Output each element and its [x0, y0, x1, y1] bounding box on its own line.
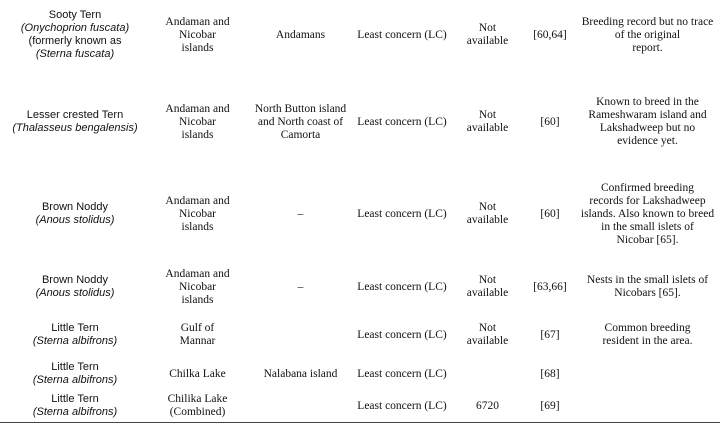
region-line: Andaman and [165, 194, 230, 207]
population-line: available [466, 35, 509, 47]
site-cell [248, 356, 353, 392]
common-name: Little Tern [51, 322, 99, 334]
reference-cell [525, 390, 575, 422]
population-cell [455, 390, 520, 422]
iucn-status: Least concern (LC) [357, 328, 447, 341]
table-row [0, 356, 720, 392]
population-cell [455, 2, 520, 68]
remarks-line: Known to breed in the [596, 96, 699, 108]
common-name: Little Tern [51, 361, 99, 373]
region-line: islands [181, 41, 214, 54]
status-cell [353, 88, 451, 156]
population-line: 6720 [476, 399, 499, 412]
remarks-line: islands. Also known to breed [580, 207, 715, 220]
region-line: Nicobar [178, 28, 217, 41]
remarks-line: resident in the area. [602, 335, 693, 347]
population-line: Not [478, 109, 497, 121]
population-line: available [466, 214, 509, 226]
population-line: available [466, 122, 509, 134]
site-line: – [297, 207, 304, 220]
region-line: islands [181, 293, 214, 306]
reference-cell [525, 88, 575, 156]
scientific-name: (Onychoprion fuscata) [20, 22, 130, 34]
population-cell [455, 318, 520, 352]
remarks-line: Common breeding [604, 322, 691, 334]
status-cell [353, 176, 451, 252]
table-row [0, 2, 720, 68]
remarks-cell [575, 88, 720, 156]
population-line: available [466, 335, 509, 347]
region-cell [150, 2, 245, 68]
species-cell [0, 262, 150, 312]
reference: [63,66] [533, 280, 567, 293]
table-row [0, 390, 720, 422]
scientific-name: (Sterna albifrons) [32, 374, 118, 386]
region-cell [150, 390, 245, 422]
table-row [0, 88, 720, 156]
remarks-line: Nicobar [65]. [616, 233, 679, 246]
population-cell [455, 88, 520, 156]
site-cell [248, 2, 353, 68]
reference-cell [525, 318, 575, 352]
iucn-status: Least concern (LC) [357, 28, 447, 41]
scientific-name: (Sterna albifrons) [32, 406, 118, 418]
site-line: – [297, 280, 304, 293]
species-cell [0, 2, 150, 68]
remarks-line: evidence yet. [617, 135, 678, 147]
remarks-line: Confirmed breeding [601, 181, 694, 194]
status-cell [353, 390, 451, 422]
region-line: Nicobar [178, 115, 217, 128]
table-bottom-rule [0, 422, 720, 423]
scientific-name: (Thalasseus bengalensis) [12, 122, 138, 134]
site-line: Camorta [280, 128, 321, 141]
population-line: Not [478, 22, 497, 34]
scientific-name: (Sterna albifrons) [32, 335, 118, 347]
status-cell [353, 356, 451, 392]
site-cell [248, 262, 353, 312]
iucn-status: Least concern (LC) [357, 367, 447, 380]
site-line: and North coast of [257, 115, 344, 128]
reference: [60,64] [533, 28, 567, 41]
reference-cell [525, 262, 575, 312]
status-cell [353, 262, 451, 312]
region-line: Chilka Lake [169, 367, 226, 380]
common-name: Lesser crested Tern [26, 109, 124, 121]
remarks-line: report. [632, 41, 663, 54]
remarks-line: Lakshadweep but no [599, 122, 696, 134]
region-line: Andaman and [165, 267, 230, 280]
species-cell [0, 176, 150, 252]
iucn-status: Least concern (LC) [357, 207, 447, 220]
region-line: islands [181, 128, 214, 141]
common-name: Sooty Tern [48, 9, 102, 21]
reference: [67] [540, 328, 560, 341]
region-cell [150, 318, 245, 352]
remarks-line: records for Lakshadweep [589, 194, 706, 207]
site-line: Nalabana island [263, 367, 338, 380]
region-cell [150, 176, 245, 252]
region-line: Andaman and [165, 15, 230, 28]
reference-cell [525, 176, 575, 252]
reference: [68] [540, 367, 560, 380]
population-cell [455, 262, 520, 312]
remarks-cell [575, 176, 720, 252]
population-line: Not [478, 201, 497, 213]
remarks-line: Nests in the small islets of [586, 274, 709, 286]
population-line: available [466, 287, 509, 299]
species-cell [0, 318, 150, 352]
remarks-cell [575, 262, 720, 312]
population-line: Not [478, 322, 497, 334]
iucn-status: Least concern (LC) [357, 399, 447, 412]
common-name: Brown Noddy [41, 201, 109, 213]
remarks-line: Nicobars [65]. [614, 287, 681, 299]
former-name-label: (formerly known as [28, 35, 122, 47]
species-cell [0, 88, 150, 156]
reference-cell [525, 356, 575, 392]
remarks-cell [575, 2, 720, 68]
iucn-status: Least concern (LC) [357, 280, 447, 293]
scientific-name: (Anous stolidus) [35, 214, 115, 226]
remarks-cell [575, 318, 720, 352]
species-cell [0, 390, 150, 422]
former-scientific-name: (Sterna fuscata) [35, 48, 115, 60]
iucn-status: Least concern (LC) [357, 115, 447, 128]
scientific-name: (Anous stolidus) [35, 287, 115, 299]
status-cell [353, 2, 451, 68]
region-line: Nicobar [178, 280, 217, 293]
reference: [60] [540, 207, 560, 220]
common-name: Little Tern [51, 393, 99, 405]
site-cell [248, 88, 353, 156]
region-cell [150, 88, 245, 156]
reference: [69] [540, 399, 560, 412]
region-cell [150, 262, 245, 312]
status-cell [353, 318, 451, 352]
region-cell [150, 356, 245, 392]
species-cell [0, 356, 150, 392]
region-line: Andaman and [165, 102, 230, 115]
region-line: Mannar [179, 335, 216, 347]
site-cell [248, 176, 353, 252]
table-row [0, 262, 720, 312]
table-row [0, 176, 720, 252]
remarks-line: of the original [614, 28, 681, 41]
region-line: Nicobar [178, 207, 217, 220]
site-line: Andamans [275, 28, 326, 41]
table-row [0, 318, 720, 352]
population-cell [455, 176, 520, 252]
region-line: Chilika Lake [167, 393, 228, 405]
common-name: Brown Noddy [41, 274, 109, 286]
remarks-line: in the small islets of [601, 220, 694, 233]
region-line: islands [181, 220, 214, 233]
region-line: (Combined) [169, 406, 226, 418]
reference-cell [525, 2, 575, 68]
site-line: North Button island [254, 102, 347, 115]
reference: [60] [540, 115, 560, 128]
population-line: Not [478, 274, 497, 286]
remarks-line: Rameshwaram island and [588, 109, 707, 121]
region-line: Gulf of [180, 322, 215, 334]
remarks-line: Breeding record but no trace [581, 15, 714, 28]
